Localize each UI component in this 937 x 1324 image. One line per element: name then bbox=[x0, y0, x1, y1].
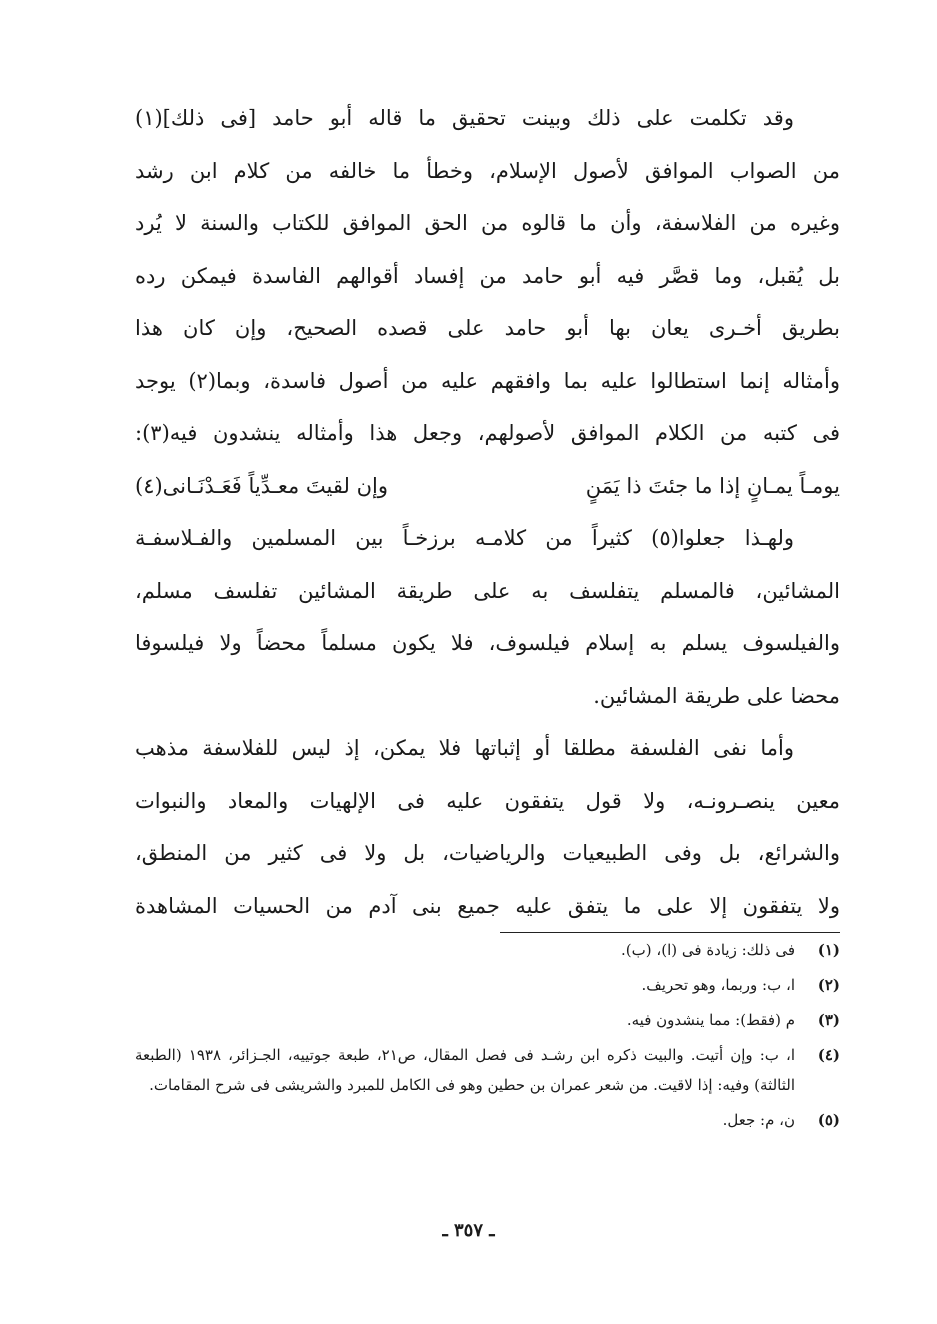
footnote-number: (٢) bbox=[817, 976, 840, 994]
footnote-text: ا، ب: وربما، وهو تحريف. bbox=[641, 976, 795, 994]
text-line: محضا على طريقة المشائين. bbox=[593, 683, 840, 708]
text-line: وأما نفى الفلسفة مطلقا أو إثباتها فلا يمكن، إذ ليس للفلاسفة مذهب bbox=[135, 736, 794, 760]
text-line: فى كتبه من الكلام الموافق لأصولهم، وجعل هذا وأمثاله ينشدون فيه(٣): bbox=[135, 421, 840, 445]
text-line: المشائين، فالمسلم يتفلسف به على طريقة المشائين تفلسف مسلم، bbox=[135, 578, 840, 603]
footnote-divider bbox=[500, 932, 840, 933]
footnote-text: فى ذلك: زيادة فى (ا)، (ب). bbox=[621, 941, 795, 959]
text-line: بل يُقبل، وما قصَّر فيه أبو حامد من إفساد أقوالهم الفاسدة فيمكن رده bbox=[135, 263, 840, 288]
footnote bbox=[135, 935, 840, 965]
footnote-text: ا، ب: وإن أتيت. والبيت ذكره ابن رشـد فى فصل المقال، ص٢١، طبعة جوتييه، الجـزائر، ١٩٣٨ (الطبعة الثالثة) وفيه: إذا لاقيت. من شعر عمران بن حطين وهو فى الكامل للمبرد والشريشى فى شرح المقامات. bbox=[135, 1046, 796, 1094]
text-line: وغيره من الفلاسفة، وأن ما قالوه من الحق الموافق للكتاب والسنة لا يُرد bbox=[135, 211, 840, 235]
footnote-number: (١) bbox=[817, 941, 840, 959]
poem-verse bbox=[135, 460, 840, 513]
text-line: ولا يتفقون إلا على ما يتفق عليه جميع بنى آدم من الحسيات المشاهدة bbox=[135, 893, 840, 918]
footnote bbox=[135, 1105, 840, 1135]
text-line: والفيلسوف يسلم به إسلام فيلسوف، فلا يكون مسلماً محضاً ولا فيلسوفا bbox=[135, 631, 840, 655]
footnote-number: (٥) bbox=[817, 1111, 840, 1129]
text-line: من الصواب الموافق لأصول الإسلام، وخطأ ما خالفه من كلام ابن رشد bbox=[135, 158, 840, 183]
verse-first-half: يومـاً يمـانٍ إذا ما جئتَ ذا يَمَنٍ bbox=[585, 473, 840, 498]
footnote bbox=[135, 1040, 840, 1100]
text-line: والشرائع، بل وفى الطبيعيات والرياضيات، بل ولا فى كثير من المنطق، bbox=[135, 841, 840, 865]
text-line: معين ينصـرونـه، ولا قول يتفقون عليه فى الإلهيات والمعاد والنبوات bbox=[135, 788, 840, 813]
footnote bbox=[135, 970, 840, 1000]
footnote-number: (٣) bbox=[817, 1011, 840, 1029]
verse-second-half: وإن لقيتَ معـدِّياً فَعَـدْنَـانى(٤) bbox=[135, 473, 388, 498]
main-text bbox=[135, 92, 840, 932]
text-line: وأمثاله إنما استطالوا عليه بما وافقهم عليه من أصول فاسدة، وبما(٢) يوجد bbox=[135, 368, 840, 393]
text-line: وقد تكلمت على ذلك وبينت تحقيق ما قاله أبو حامد [فى ذلك](١) bbox=[135, 106, 794, 130]
footnote-number: (٤) bbox=[817, 1046, 840, 1064]
footnotes bbox=[135, 935, 840, 1140]
footnote-text: ن، م: جعل. bbox=[722, 1111, 795, 1129]
text-line: بطريق أخـرى يعان بها أبو حامد على قصده الصحيح، وإن كان هذا bbox=[135, 316, 840, 340]
footnote bbox=[135, 1005, 840, 1035]
text-line: ولهـذا جعلوا(٥) كثيراً من كلامـه برزخـاً بين المسلمين والفـلاسفـة bbox=[135, 526, 794, 550]
page-number: ـ ٣٥٧ ـ bbox=[442, 1220, 495, 1241]
footnote-text: م (فقط): مما ينشدون فيه. bbox=[626, 1011, 795, 1029]
